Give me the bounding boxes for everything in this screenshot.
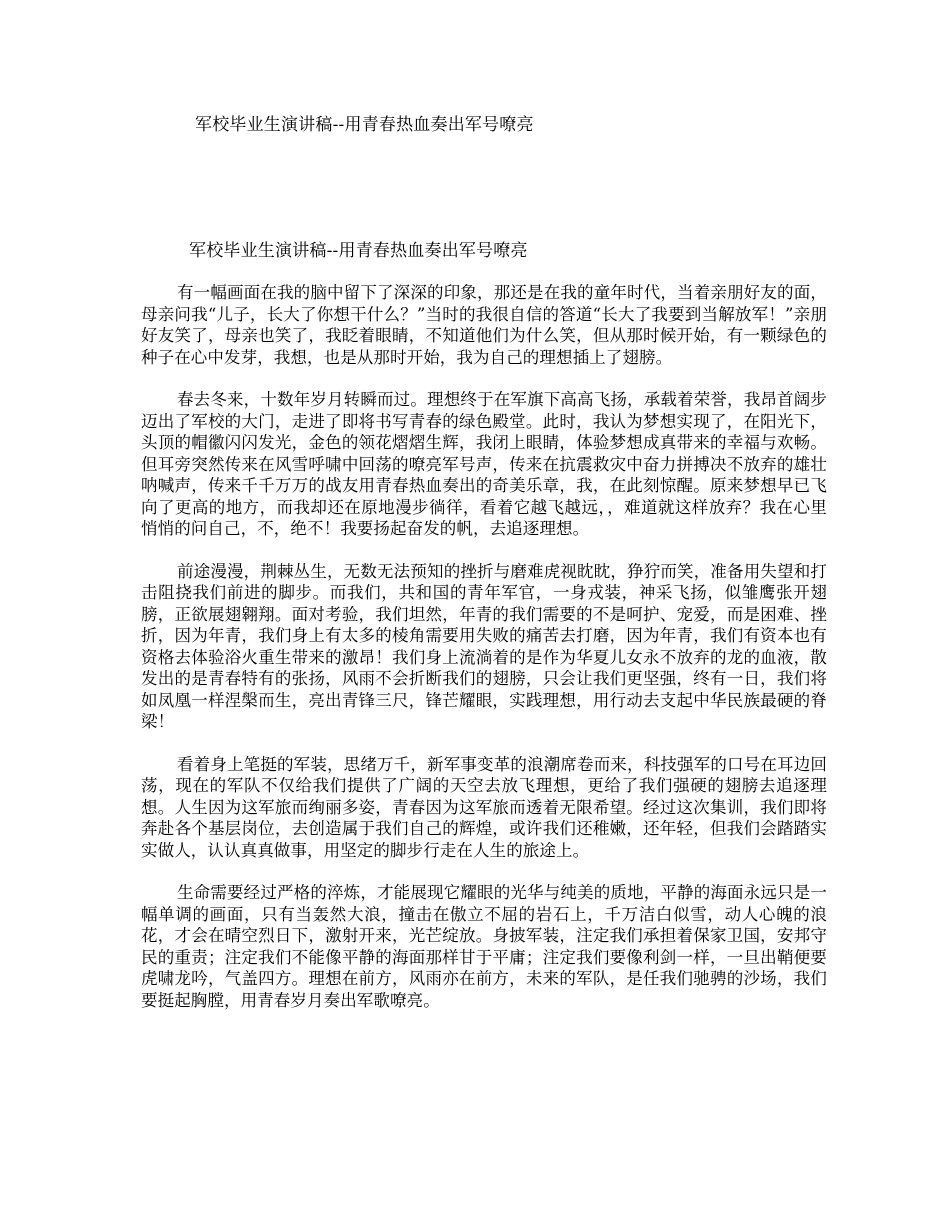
document-body	[141, 282, 827, 1032]
page-title: 军校毕业生演讲稿--用青春热血奏出军号嘹亮	[189, 241, 528, 261]
header-title: 军校毕业生演讲稿--用青春热血奏出军号嘹亮	[195, 115, 534, 135]
paragraph: 前途漫漫，荆棘丛生，无数无法预知的挫折与磨难虎视眈眈，狰狞而笑，准备用失望和打击阻挠我们前进的脚步。而我们，共和国的青年军官，一身戎装，神采飞扬，似雏鹰张开翅膀，正欲展翅翱翔。面对考验，我们坦然，年青的我们需要的不是呵护、宠爱，而是困难、挫折，因为年青，我们身上有太多的棱角需要用失败的痛苦去打磨，因为年青，我们有资本也有资格去体验浴火重生带来的激昂！我们身上流淌着的是作为华夏儿女永不放弃的龙的血液，散发出的是青春特有的张扬，风雨不会折断我们的翅膀，只会让我们更坚强，终有一日，我们将如凤凰一样涅槃而生，亮出青锋三尺，锋芒耀眼，实践理想，用行动去支起中华民族最硬的脊梁！	[141, 561, 827, 731]
paragraph: 有一幅画面在我的脑中留下了深深的印象，那还是在我的童年时代，当着亲朋好友的面，母亲问我“儿子，长大了你想干什么？”当时的我很自信的答道“长大了我要到当解放军！”亲朋好友笑了，母亲也笑了，我眨着眼睛，不知道他们为什么笑，但从那时候开始，有一颗绿色的种子在心中发芽，我想，也是从那时开始，我为自己的理想插上了翅膀。	[141, 283, 827, 367]
paragraph: 生命需要经过严格的淬炼，才能展现它耀眼的光华与纯美的质地，平静的海面永远只是一幅单调的画面，只有当轰然大浪，撞击在傲立不屈的岩石上，千万洁白似雪，动人心魄的浪花，才会在晴空烈日下，激射开来，光芒绽放。身披军装，注定我们承担着保家卫国，安邦守民的重责；注定我们不能像平静的海面那样甘于平庸；注定我们要像利剑一样，一旦出鞘便要虎啸龙吟，气盖四方。理想在前方，风雨亦在前方，未来的军队，是任我们驰骋的沙场，我们要挺起胸膛，用青春岁月奏出军歌嘹亮。	[141, 883, 827, 1010]
paragraph: 春去冬来，十数年岁月转瞬而过。理想终于在军旗下高高飞扬，承载着荣誉，我昂首阔步迈出了军校的大门，走进了即将书写青春的绿色殿堂。此时，我认为梦想实现了，在阳光下，头顶的帽徽闪闪发光，金色的领花熠熠生辉，我闭上眼睛，体验梦想成真带来的幸福与欢畅。但耳旁突然传来在风雪呼啸中回荡的嘹亮军号声，传来在抗震救灾中奋力拼搏决不放弃的雄壮呐喊声，传来千千万万的战友用青春热血奏出的奇美乐章，我，在此刻惊醒。原来梦想早已飞向了更高的地方，而我却还在原地漫步徜徉，看着它越飞越远，，难道就这样放弃？我在心里悄悄的问自己，不，绝不！我要扬起奋发的帆，去追逐理想。	[141, 390, 827, 538]
paragraph: 看着身上笔挺的军装，思绪万千，新军事变革的浪潮席卷而来，科技强军的口号在耳边回荡，现在的军队不仅给我们提供了广阔的天空去放飞理想，更给了我们强硬的翅膀去追逐理想。人生因为这军旅而绚丽多姿，青春因为这军旅而透着无限希望。经过这次集训，我们即将奔赴各个基层岗位，去创造属于我们自己的辉煌，或许我们还稚嫩，还年轻，但我们会踏踏实实做人，认认真真做事，用坚定的脚步行走在人生的旅途上。	[141, 754, 827, 860]
